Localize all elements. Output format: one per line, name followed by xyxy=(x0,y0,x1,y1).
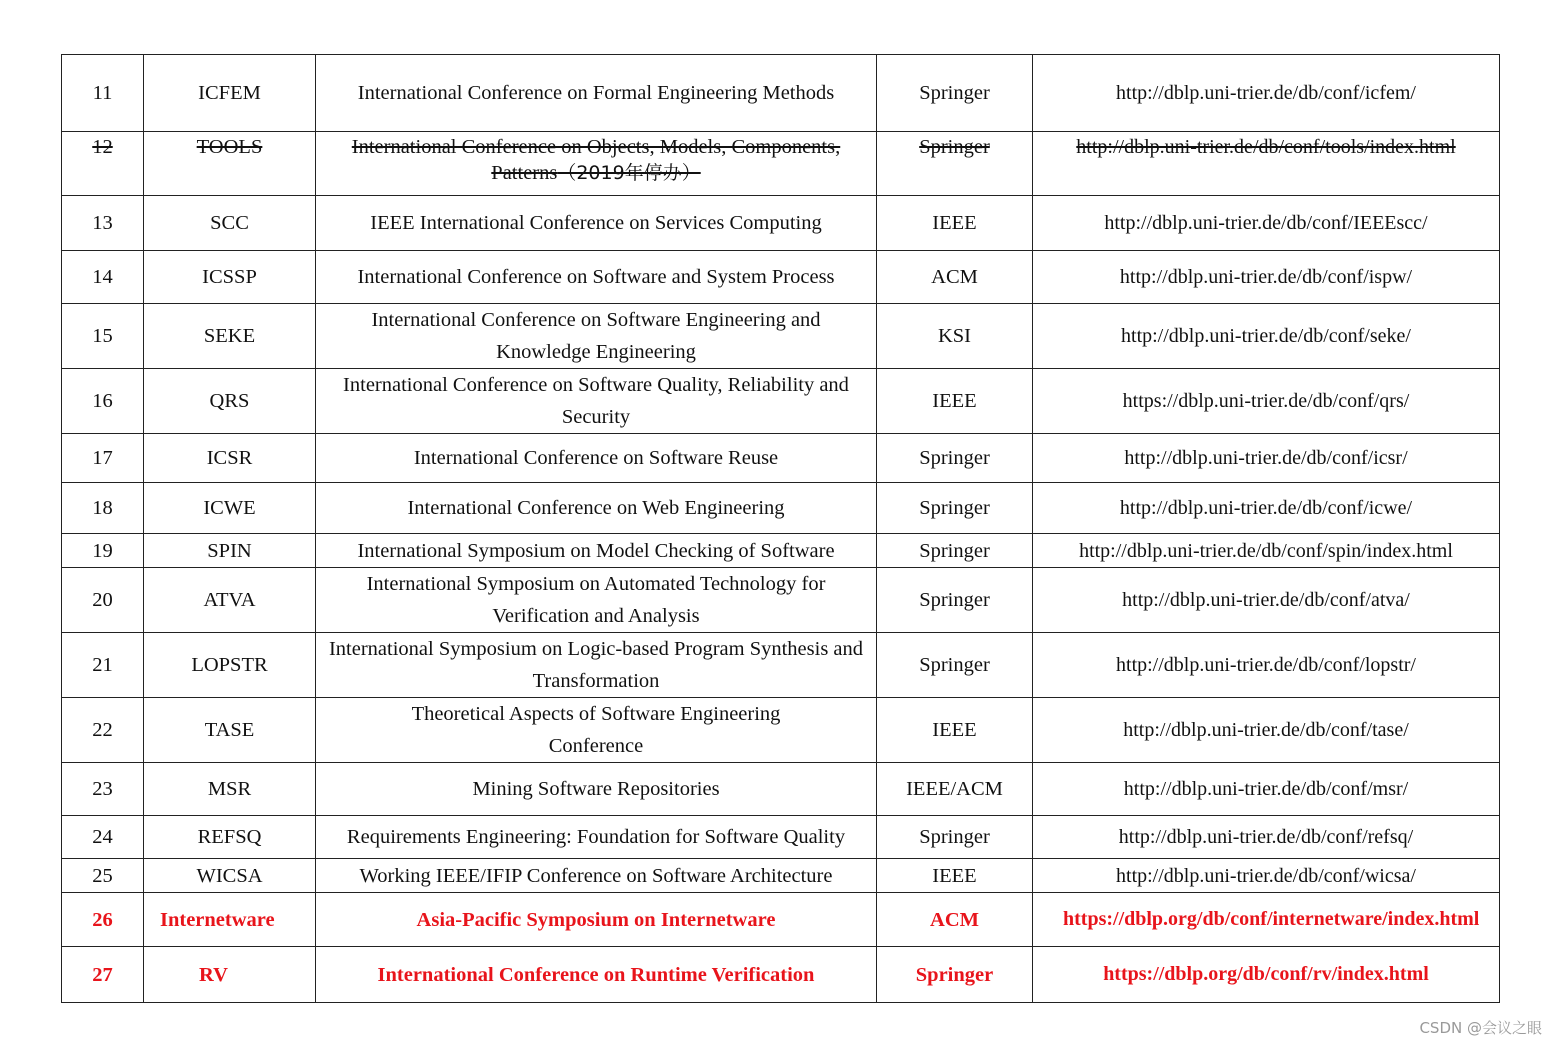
discontinued-note: （2019年停办） xyxy=(557,162,701,184)
conference-abbreviation: LOPSTR xyxy=(144,633,316,698)
table-row xyxy=(62,763,1500,816)
row-number: 11 xyxy=(62,55,144,132)
conference-abbreviation: ICSSP xyxy=(144,251,316,304)
publisher: Springer xyxy=(877,947,1033,1003)
publisher: Springer xyxy=(877,633,1033,698)
table-row xyxy=(62,304,1500,369)
dblp-link[interactable]: https://dblp.org/db/conf/internetware/index.html xyxy=(1033,893,1500,947)
conference-name-text: International Conference on Objects, Models, Components, Patterns xyxy=(351,136,841,184)
dblp-link[interactable]: https://dblp.org/db/conf/rv/index.html xyxy=(1033,947,1500,1003)
conference-name: International Conference on Software Engineering and Knowledge Engineering xyxy=(316,304,877,369)
table-row xyxy=(62,483,1500,534)
conference-name: International Symposium on Automated Technology for Verification and Analysis xyxy=(316,568,877,633)
table-row xyxy=(62,251,1500,304)
conference-name: International Conference on Software and System Process xyxy=(316,251,877,304)
conference-name: International Symposium on Logic-based Program Synthesis and Transformation xyxy=(316,633,877,698)
dblp-link[interactable]: https://dblp.uni-trier.de/db/conf/qrs/ xyxy=(1033,369,1500,434)
conference-abbreviation: RV xyxy=(144,947,316,1003)
publisher: IEEE xyxy=(877,369,1033,434)
publisher: Springer xyxy=(877,483,1033,534)
row-number: 25 xyxy=(62,859,144,893)
table-row xyxy=(62,369,1500,434)
conference-abbreviation: SPIN xyxy=(144,534,316,568)
conference-abbreviation: ICFEM xyxy=(144,55,316,132)
conference-abbreviation: ATVA xyxy=(144,568,316,633)
table-row xyxy=(62,196,1500,251)
conference-name: Theoretical Aspects of Software Engineering Conference xyxy=(316,698,877,763)
row-number: 18 xyxy=(62,483,144,534)
conference-name: International Conference on Runtime Verification xyxy=(316,947,877,1003)
conference-abbreviation: TASE xyxy=(144,698,316,763)
row-number: 27 xyxy=(62,947,144,1003)
dblp-link[interactable]: http://dblp.uni-trier.de/db/conf/lopstr/ xyxy=(1033,633,1500,698)
table-row xyxy=(62,859,1500,893)
row-number: 17 xyxy=(62,434,144,483)
table-row xyxy=(62,698,1500,763)
publisher: IEEE xyxy=(877,698,1033,763)
row-number: 20 xyxy=(62,568,144,633)
table-row xyxy=(62,55,1500,132)
row-number: 24 xyxy=(62,816,144,859)
publisher: IEEE xyxy=(877,196,1033,251)
dblp-link[interactable]: http://dblp.uni-trier.de/db/conf/spin/index.html xyxy=(1033,534,1500,568)
publisher: KSI xyxy=(877,304,1033,369)
conference-name: Asia-Pacific Symposium on Internetware xyxy=(316,893,877,947)
table-row xyxy=(62,816,1500,859)
publisher: ACM xyxy=(877,893,1033,947)
conference-abbreviation: WICSA xyxy=(144,859,316,893)
publisher: ACM xyxy=(877,251,1033,304)
dblp-link[interactable]: http://dblp.uni-trier.de/db/conf/seke/ xyxy=(1033,304,1500,369)
dblp-link[interactable]: http://dblp.uni-trier.de/db/conf/msr/ xyxy=(1033,763,1500,816)
conference-abbreviation: ICSR xyxy=(144,434,316,483)
table-row-highlighted xyxy=(62,893,1500,947)
conference-name: International Conference on Web Engineering xyxy=(316,483,877,534)
conference-abbreviation: Internetware xyxy=(144,893,316,947)
conference-name: Requirements Engineering: Foundation for Software Quality xyxy=(316,816,877,859)
table-row xyxy=(62,434,1500,483)
table-row xyxy=(62,534,1500,568)
conference-name: Mining Software Repositories xyxy=(316,763,877,816)
publisher: Springer xyxy=(877,534,1033,568)
conference-name: International Conference on Software Quality, Reliability and Security xyxy=(316,369,877,434)
row-number: 23 xyxy=(62,763,144,816)
row-number: 15 xyxy=(62,304,144,369)
conference-name: IEEE International Conference on Services Computing xyxy=(316,196,877,251)
publisher: IEEE xyxy=(877,859,1033,893)
table-row xyxy=(62,568,1500,633)
row-number: 12 xyxy=(62,132,144,196)
conference-abbreviation: SCC xyxy=(144,196,316,251)
publisher: Springer xyxy=(877,434,1033,483)
row-number: 19 xyxy=(62,534,144,568)
row-number: 13 xyxy=(62,196,144,251)
publisher: Springer xyxy=(877,816,1033,859)
conference-name: International Conference on Formal Engineering Methods xyxy=(316,55,877,132)
conference-name xyxy=(316,132,877,196)
conference-name: International Conference on Software Reuse xyxy=(316,434,877,483)
dblp-link[interactable]: http://dblp.uni-trier.de/db/conf/refsq/ xyxy=(1033,816,1500,859)
conference-abbreviation: SEKE xyxy=(144,304,316,369)
watermark: CSDN @会议之眼 xyxy=(1419,1019,1542,1037)
row-number: 16 xyxy=(62,369,144,434)
dblp-link[interactable]: http://dblp.uni-trier.de/db/conf/icfem/ xyxy=(1033,55,1500,132)
row-number: 26 xyxy=(62,893,144,947)
conference-name: Working IEEE/IFIP Conference on Software Architecture xyxy=(316,859,877,893)
publisher: Springer xyxy=(877,568,1033,633)
conference-table xyxy=(61,54,1500,1003)
dblp-link[interactable]: http://dblp.uni-trier.de/db/conf/wicsa/ xyxy=(1033,859,1500,893)
publisher: Springer xyxy=(877,55,1033,132)
dblp-link[interactable]: http://dblp.uni-trier.de/db/conf/icsr/ xyxy=(1033,434,1500,483)
table-row xyxy=(62,633,1500,698)
conference-abbreviation: ICWE xyxy=(144,483,316,534)
conference-name: International Symposium on Model Checking of Software xyxy=(316,534,877,568)
table-row-discontinued xyxy=(62,132,1500,196)
conference-abbreviation: QRS xyxy=(144,369,316,434)
table-row-highlighted xyxy=(62,947,1500,1003)
conference-abbreviation: MSR xyxy=(144,763,316,816)
dblp-link[interactable]: http://dblp.uni-trier.de/db/conf/ispw/ xyxy=(1033,251,1500,304)
row-number: 21 xyxy=(62,633,144,698)
dblp-link[interactable]: http://dblp.uni-trier.de/db/conf/icwe/ xyxy=(1033,483,1500,534)
row-number: 14 xyxy=(62,251,144,304)
dblp-link[interactable]: http://dblp.uni-trier.de/db/conf/tase/ xyxy=(1033,698,1500,763)
dblp-link[interactable]: http://dblp.uni-trier.de/db/conf/tools/index.html xyxy=(1033,132,1500,196)
conference-abbreviation: TOOLS xyxy=(144,132,316,196)
row-number: 22 xyxy=(62,698,144,763)
dblp-link[interactable]: http://dblp.uni-trier.de/db/conf/IEEEscc/ xyxy=(1033,196,1500,251)
publisher: Springer xyxy=(877,132,1033,196)
publisher: IEEE/ACM xyxy=(877,763,1033,816)
conference-abbreviation: REFSQ xyxy=(144,816,316,859)
dblp-link[interactable]: http://dblp.uni-trier.de/db/conf/atva/ xyxy=(1033,568,1500,633)
